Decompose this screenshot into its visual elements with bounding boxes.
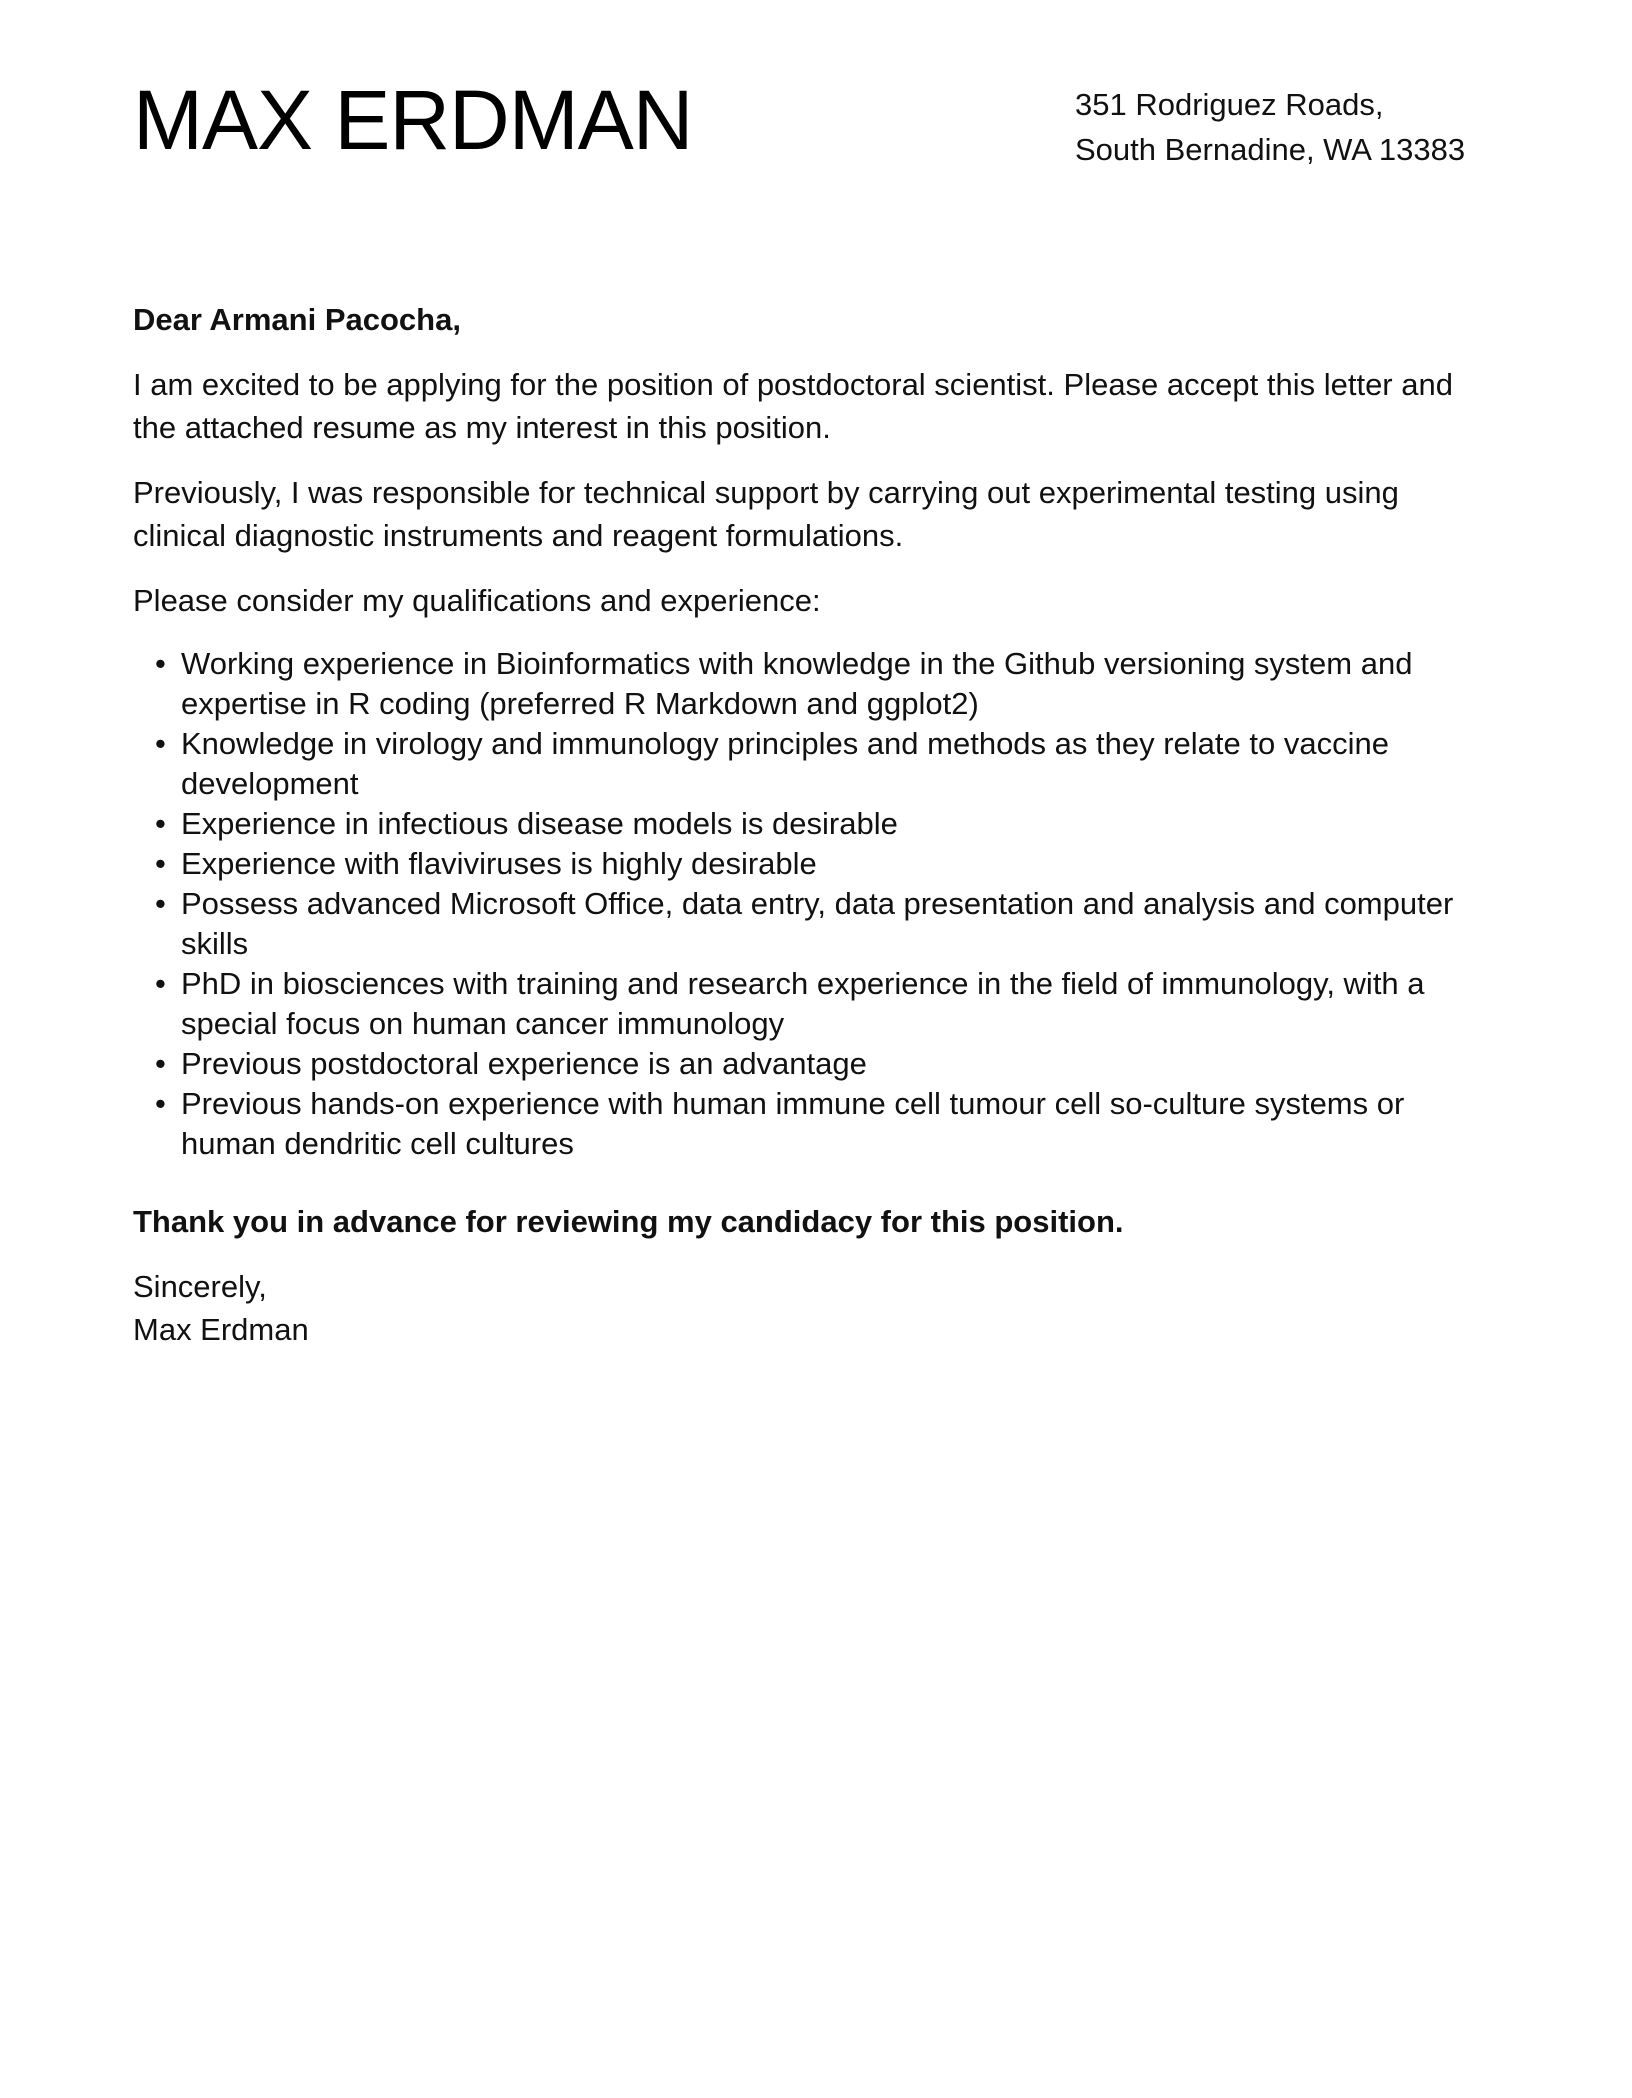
address-line-2: South Bernadine, WA 13383 — [1075, 132, 1466, 167]
qualification-text: Experience in infectious disease models is desirable — [181, 806, 898, 841]
bullet-icon: • — [155, 806, 166, 841]
list-item — [133, 1084, 1493, 1164]
list-item — [133, 1044, 1493, 1084]
applicant-address — [1075, 82, 1465, 172]
applicant-name: MAX ERDMAN — [133, 73, 693, 167]
qualification-text: PhD in biosciences with training and research experience in the field of immunology, with a special focus on human cancer immunology — [181, 966, 1425, 1041]
qualifications-list — [133, 644, 1493, 1164]
bullet-icon: • — [155, 886, 166, 921]
list-item — [133, 884, 1493, 964]
qualification-text: Previous postdoctoral experience is an advantage — [181, 1046, 867, 1081]
qualifications-intro: Please consider my qualifications and experience: — [133, 583, 821, 618]
list-item — [133, 724, 1493, 804]
bullet-icon: • — [155, 1086, 166, 1121]
intro-paragraph: I am excited to be applying for the position of postdoctoral scientist. Please accept this letter and the attached resume as my interest in this position. — [133, 367, 1453, 445]
letter-body — [133, 298, 1493, 1351]
signature-name: Max Erdman — [133, 1312, 309, 1347]
previous-experience-paragraph: Previously, I was responsible for technical support by carrying out experimental testing using clinical diagnostic instruments and reagent formulations. — [133, 475, 1399, 553]
bullet-icon: • — [155, 966, 166, 1001]
closing-statement: Thank you in advance for reviewing my candidacy for this position. — [133, 1204, 1124, 1239]
list-item — [133, 804, 1493, 844]
qualification-text: Possess advanced Microsoft Office, data entry, data presentation and analysis and computer skills — [181, 886, 1454, 961]
bullet-icon: • — [155, 726, 166, 761]
greeting: Dear Armani Pacocha, — [133, 302, 461, 337]
bullet-icon: • — [155, 1046, 166, 1081]
address-line-1: 351 Rodriguez Roads, — [1075, 87, 1384, 122]
bullet-icon: • — [155, 846, 166, 881]
bullet-icon: • — [155, 646, 166, 681]
list-item — [133, 844, 1493, 884]
qualification-text: Working experience in Bioinformatics with knowledge in the Github versioning system and expertise in R coding (preferred R Markdown and ggplot2) — [181, 646, 1413, 721]
list-item — [133, 644, 1493, 724]
qualification-text: Knowledge in virology and immunology principles and methods as they relate to vaccine development — [181, 726, 1389, 801]
signoff: Sincerely, — [133, 1269, 267, 1304]
qualification-text: Previous hands-on experience with human immune cell tumour cell so-culture systems or human dendritic cell cultures — [181, 1086, 1405, 1161]
list-item — [133, 964, 1493, 1044]
qualification-text: Experience with flaviviruses is highly desirable — [181, 846, 817, 881]
